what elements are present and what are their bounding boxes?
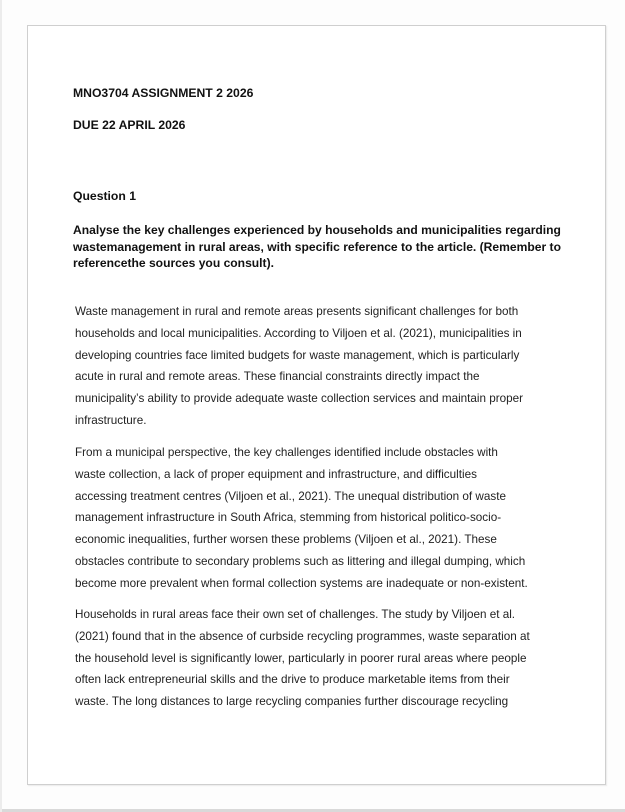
text-line: obstacles contribute to secondary problems such as littering and illegal dumping, which xyxy=(75,554,526,568)
text-line: developing countries face limited budgets for waste management, which is particularly xyxy=(75,348,520,362)
text-line: Households in rural areas face their own set of challenges. The study by Viljoen et al. xyxy=(75,608,516,621)
text-line: management infrastructure in South Africa, stemming from historical politico-socio- xyxy=(75,511,502,525)
text-line: infrastructure. xyxy=(75,413,147,427)
question-line: referencethe sources you consult). xyxy=(73,256,274,271)
paragraph-2 xyxy=(75,442,600,595)
text-line: accessing treatment centres (Viljoen et al., 2021). The unequal distribution of waste xyxy=(75,489,506,503)
paragraph-3 xyxy=(75,604,600,713)
text-line: the household level is significantly lower, particularly in poorer rural areas where people xyxy=(75,651,527,665)
paragraph-1 xyxy=(75,301,600,432)
question-line: Analyse the key challenges experienced by households and municipalities regarding xyxy=(73,223,561,237)
text-line: municipality’s ability to provide adequate waste collection services and maintain proper xyxy=(75,392,524,406)
text-line: become more prevalent when formal collection systems are inadequate or non-existent. xyxy=(75,576,528,590)
text-line: waste. The long distances to large recycling companies further discourage recycling xyxy=(75,695,509,709)
question-prompt xyxy=(73,222,603,272)
text-line: From a municipal perspective, the key challenges identified include obstacles with xyxy=(75,446,498,459)
due-date: DUE 22 APRIL 2026 xyxy=(73,118,186,132)
text-line: (2021) found that in the absence of curbside recycling programmes, waste separation at xyxy=(75,629,530,643)
question-line: wastemanagement in rural areas, with specific reference to the article. (Remember to xyxy=(73,239,561,254)
question-heading: Question 1 xyxy=(73,189,136,203)
text-line: Waste management in rural and remote areas presents significant challenges for both xyxy=(75,305,519,318)
text-line: economic inequalities, further worsen these problems (Viljoen et al., 2021). These xyxy=(75,533,497,547)
assignment-title: MNO3704 ASSIGNMENT 2 2026 xyxy=(73,86,254,100)
text-line: often lack entrepreneurial skills and the drive to produce marketable items from their xyxy=(75,673,510,687)
text-line: waste collection, a lack of proper equipment and infrastructure, and difficulties xyxy=(75,467,477,481)
text-line: acute in rural and remote areas. These financial constraints directly impact the xyxy=(75,370,480,384)
document-page xyxy=(27,25,606,785)
text-line: households and local municipalities. According to Viljoen et al. (2021), municipalities in xyxy=(75,326,522,340)
